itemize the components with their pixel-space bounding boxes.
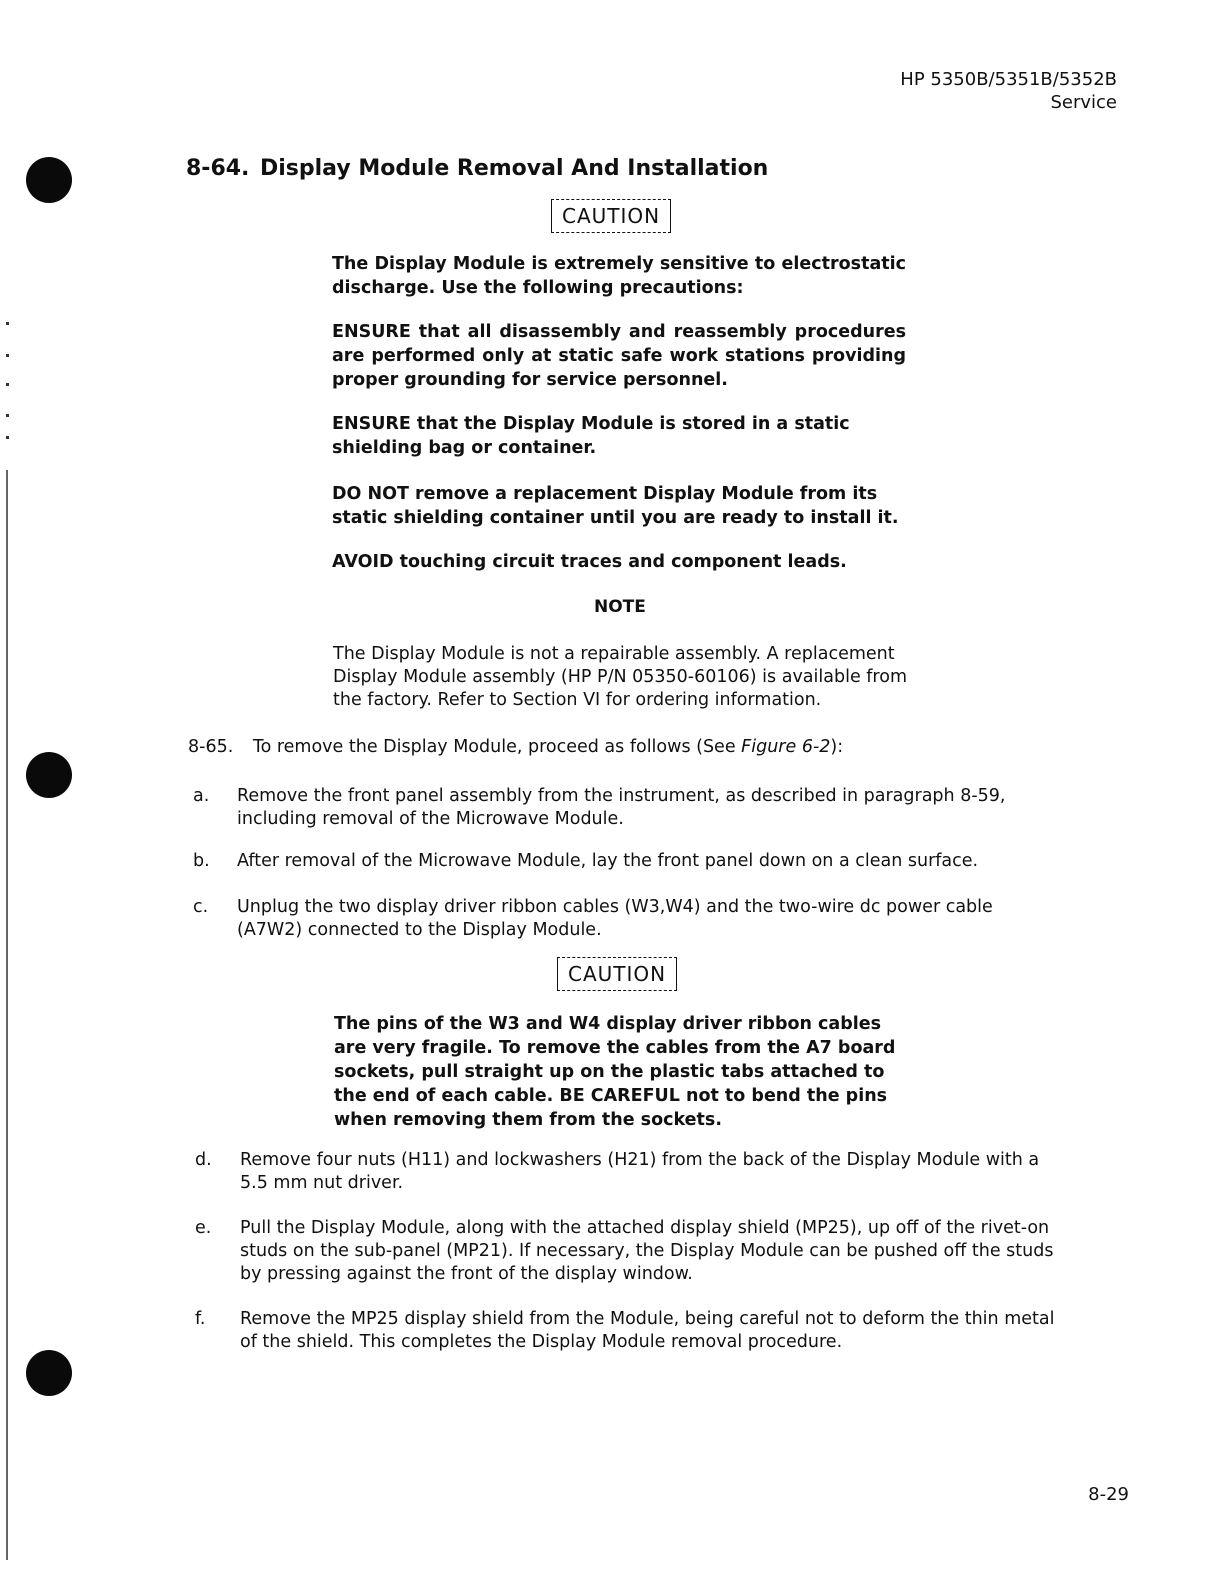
caution-label-1: CAUTION [551,199,671,233]
step-letter: a. [193,786,210,806]
step-letter: d. [195,1150,212,1170]
caution-2-text: The pins of the W3 and W4 display driver ribbon cables are very fragile. To remove the cables from the A7 board sockets, pull straight up on the plastic tabs attached to the end of each cable. BE CAREFUL not to bend the pins when removing them from the sockets. [334,1014,896,1130]
margin-mark [6,383,9,386]
step-letter: e. [195,1218,212,1238]
step-text: Pull the Display Module, along with the attached display shield (MP25), up off of the rivet-on studs on the sub-panel (MP21). If necessary, the Display Module can be pushed off the studs by pressing against the front of the display window. [240,1218,1054,1284]
header-model: HP 5350B/5351B/5352B [900,69,1117,90]
page-number: 8-29 [1088,1484,1129,1505]
step-letter: c. [193,897,209,917]
binder-hole-bottom [26,1350,72,1396]
margin-mark [6,322,9,325]
paragraph-text: To remove the Display Module, proceed as follows (See [252,737,736,757]
step-text: Remove four nuts (H11) and lockwashers (H21) from the back of the Display Module with a 5.5 mm nut driver. [240,1150,1040,1193]
margin-mark [6,414,9,417]
step-text: Remove the MP25 display shield from the Module, being careful not to deform the thin metal of the shield. This completes the Display Module removal procedure. [240,1309,1055,1352]
header-section: Service [1050,92,1117,113]
step-text: Remove the front panel assembly from the instrument, as described in paragraph 8-59, including removal of the Microwave Module. [237,786,1006,829]
margin-mark [6,436,9,439]
page-header [900,68,1117,114]
margin-mark [6,354,9,357]
step-text: After removal of the Microwave Module, lay the front panel down on a clean surface. [237,851,979,871]
note-text: The Display Module is not a repairable assembly. A replacement Display Module assembly (HP P/N 05350-60106) is available from the factory. Refer to Section VI for ordering information. [333,644,907,710]
caution-paragraph: ENSURE that the Display Module is stored in a static shielding bag or container. [332,414,850,458]
caution-paragraph: AVOID touching circuit traces and component leads. [332,552,847,572]
section-title-text: Display Module Removal And Installation [260,156,769,181]
margin-scan-line [6,470,8,1560]
caution-paragraph: DO NOT remove a replacement Display Module from its static shielding container until you are ready to install it. [332,484,899,528]
caution-paragraph: ENSURE that all disassembly and reassembly procedures are performed only at static safe work stations providing proper grounding for service personnel. [332,322,906,390]
note-title: NOTE [594,597,646,617]
paragraph-closing: ): [830,737,844,757]
step-text: Unplug the two display driver ribbon cables (W3,W4) and the two-wire dc power cable (A7W2) connected to the Display Module. [237,897,993,940]
figure-reference: Figure 6-2 [741,737,831,757]
step-letter: b. [193,851,210,871]
binder-hole-top [26,157,72,203]
caution-paragraph: The Display Module is extremely sensitive to electrostatic discharge. Use the following precautions: [332,254,906,298]
step-letter: f. [195,1309,206,1329]
section-title [186,156,768,181]
binder-hole-middle [26,752,72,798]
caution-label-2: CAUTION [557,957,677,991]
paragraph-8-65 [188,736,1088,759]
section-number: 8-64. [186,156,250,181]
paragraph-number: 8-65. [188,737,234,757]
